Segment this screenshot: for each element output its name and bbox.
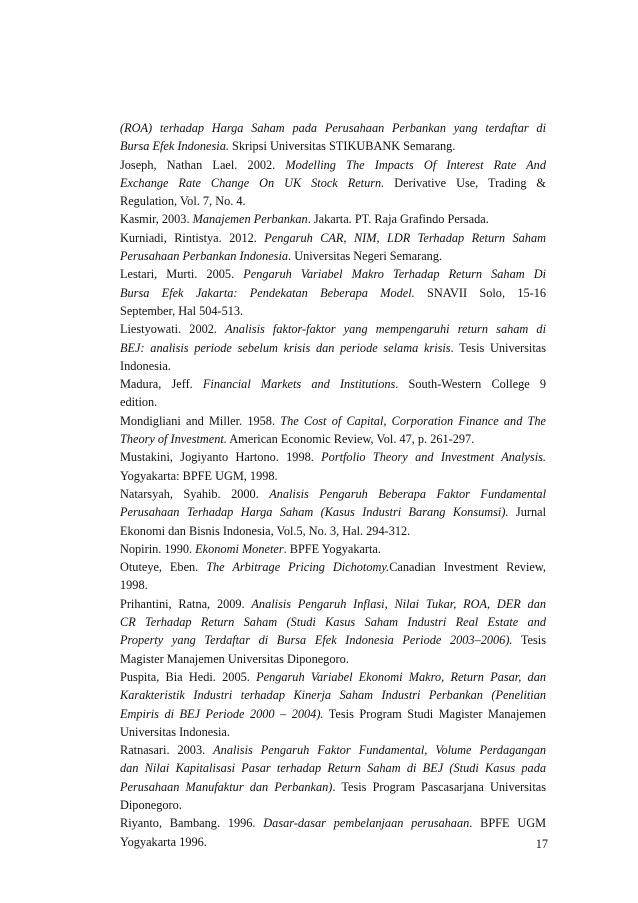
reference-line [120,137,546,155]
reference-text: Ratnasari. 2003. [120,743,214,758]
reference-italic-text: Bursa Efek Jakarta: Pendekatan Beberapa Model. [120,285,415,300]
reference-italic-text: Portfolio Theory and Investment Analysis. [321,450,546,465]
reference-italic-text: Perusahaan Manufaktur dan Perbankan) [120,779,333,794]
reference-text: SNAVII Solo, 15-16 [414,285,547,300]
reference-text: Mondigliani and Miller. 1958. [120,413,281,428]
reference-line [120,723,546,741]
reference-line [120,265,546,283]
reference-italic-text: Pengaruh CAR, NIM, LDR Terhadap Return Saham [264,230,546,245]
reference-text: Madura, Jeff. [120,377,203,392]
reference-text: Indonesia. [120,358,171,373]
reference-text: Joseph, Nathan Lael. 2002. [120,157,286,172]
reference-entry [120,320,546,375]
reference-text: Kurniadi, Rintistya. 2012. [120,230,265,245]
reference-line [120,192,546,210]
reference-text: American Economic Review, Vol. 47, p. 261-297. [226,432,475,447]
reference-italic-text: Dasar-dasar pembelanjaan perusahaan [263,816,470,831]
reference-italic-text: Ekonomi Moneter [195,541,284,556]
reference-text: . BPFE Yogyakarta. [283,541,381,556]
reference-text: Liestyowati. 2002. [120,322,226,337]
reference-text: 1998. [120,578,148,593]
reference-line [120,503,546,521]
reference-italic-text: Perusahaan Perbankan Indonesia [120,249,289,264]
reference-line [120,668,546,686]
reference-italic-text: The Cost of Capital, Corporation Finance and The [280,413,547,428]
reference-text: Yogyakarta: BPFE UGM, 1998. [120,468,278,483]
reference-text: September, Hal 504-513. [120,303,244,318]
reference-text: Universitas Indonesia. [120,724,230,739]
reference-line [120,595,546,613]
reference-italic-text: Pengaruh Variabel Makro Terhadap Return Saham Di [243,267,546,282]
reference-entry [120,485,546,540]
reference-line [120,485,546,503]
reference-italic-text: Analisis Pengaruh Inflasi, Nilai Tukar, ROA, DER dan [251,596,547,611]
reference-entry [120,540,546,558]
reference-italic-text: Exchange Rate Change On UK Stock Return. [120,175,385,190]
reference-line [120,156,546,174]
reference-line [120,375,546,393]
reference-entry [120,668,546,741]
reference-line [120,558,546,576]
reference-text: . BPFE UGM [469,816,547,831]
reference-italic-text: Theory of Investment. [120,432,227,447]
reference-italic-text: CR Terhadap Return Saham (Studi Kasus Saham Industri Real Estate and [120,615,546,630]
reference-italic-text: The Arbitrage Pricing Dichotomy. [206,560,390,575]
reference-italic-text: BEJ: analisis periode sebelum krisis dan periode selama krisis [120,340,451,355]
reference-text: Tesis Program Studi Magister Manajemen [323,706,546,721]
reference-line [120,631,546,649]
reference-italic-text: Empiris di BEJ Periode 2000 – 2004). [120,706,324,721]
reference-line [120,302,546,320]
reference-entry [120,265,546,320]
reference-line [120,357,546,375]
reference-text: Kasmir, 2003. [120,212,193,227]
reference-text: . Jakarta. PT. Raja Grafindo Persada. [307,212,489,227]
reference-entry [120,412,546,449]
reference-line [120,412,546,430]
reference-line [120,650,546,668]
reference-text: edition. [120,395,158,410]
reference-line [120,522,546,540]
reference-line [120,833,546,851]
reference-line [120,430,546,448]
reference-line [120,448,546,466]
reference-line [120,540,546,558]
reference-italic-text: Modelling The Impacts Of Interest Rate And [285,157,546,172]
reference-line [120,778,546,796]
reference-line [120,210,546,228]
reference-text: . Tesis Universitas [450,340,547,355]
reference-line [120,174,546,192]
reference-line [120,576,546,594]
reference-line [120,247,546,265]
reference-italic-text: Analisis Pengaruh Beberapa Faktor Fundamental [269,486,547,501]
reference-line [120,814,546,832]
reference-line [120,467,546,485]
reference-text: . South-Western College 9 [395,377,546,392]
reference-entry [120,558,546,595]
reference-entry [120,156,546,211]
reference-line [120,686,546,704]
reference-italic-text: Analisis faktor-faktor yang mempengaruhi return saham di [225,322,546,337]
reference-line [120,229,546,247]
reference-entry [120,814,546,851]
reference-text: Regulation, Vol. 7, No. 4. [120,194,246,209]
reference-entry [120,375,546,412]
reference-text: Prihantini, Ratna, 2009. [120,596,252,611]
reference-text: Diponegoro. [120,797,182,812]
reference-text: Nopirin. 1990. [120,541,196,556]
reference-entry [120,229,546,266]
reference-italic-text: Karakteristik Industri terhadap Kinerja Saham Industri Perbankan (Penelitian [120,688,546,703]
reference-text: Magister Manajemen Universitas Diponegoro. [120,651,349,666]
reference-text: Tesis [512,633,547,648]
reference-italic-text: (ROA) terhadap Harga Saham pada Perusahaan Perbankan yang terdaftar di [120,121,546,135]
reference-line [120,339,546,357]
reference-entry [120,210,546,228]
reference-text: . Tesis Program Pascasarjana Universitas [332,779,547,794]
reference-line [120,284,546,302]
reference-text: Jurnal [508,505,546,520]
reference-italic-text: dan Nilai Kapitalisasi Pasar terhadap Return Saham di BEJ (Studi Kasus pada [120,761,546,776]
reference-entry [120,119,546,156]
reference-line [120,741,546,759]
reference-text: Skripsi Universitas STIKUBANK Semarang. [228,139,456,154]
reference-entry [120,741,546,814]
reference-text: Canadian Investment Review, [389,560,546,575]
reference-entry [120,595,546,668]
reference-line [120,613,546,631]
reference-text: Riyanto, Bambang. 1996. [120,816,264,831]
reference-line [120,705,546,723]
reference-line [120,119,546,137]
reference-italic-text: Perusahaan Terhadap Harga Saham (Kasus Industri Barang Konsumsi). [120,505,509,520]
reference-italic-text: Financial Markets and Institutions [202,377,396,392]
reference-text: Natarsyah, Syahib. 2000. [120,486,270,501]
reference-line [120,393,546,411]
reference-line [120,796,546,814]
reference-text: Derivative Use, Trading & [384,175,546,190]
reference-italic-text: Analisis Pengaruh Faktor Fundamental, Volume Perdagangan [213,743,546,758]
reference-italic-text: Manajemen Perbankan [192,212,308,227]
reference-text: Otuteye, Eben. [120,560,207,575]
reference-list [120,119,546,851]
reference-line [120,320,546,338]
reference-text: Puspita, Bia Hedi. 2005. [120,669,257,684]
reference-text: Lestari, Murti. 2005. [120,267,244,282]
reference-entry [120,448,546,485]
reference-italic-text: Bursa Efek Indonesia. [120,139,229,154]
reference-text: Yogyakarta 1996. [120,834,207,849]
reference-text: Ekonomi dan Bisnis Indonesia, Vol.5, No. 3, Hal. 294-312. [120,523,411,538]
reference-italic-text: Property yang Terdaftar di Bursa Efek Indonesia Periode 2003–2006). [120,633,513,648]
page-number: 17 [535,837,548,851]
reference-italic-text: Pengaruh Variabel Ekonomi Makro, Return Pasar, dan [256,669,546,684]
reference-line [120,759,546,777]
reference-text: Mustakini, Jogiyanto Hartono. 1998. [120,450,322,465]
reference-text: . Universitas Negeri Semarang. [288,249,443,264]
